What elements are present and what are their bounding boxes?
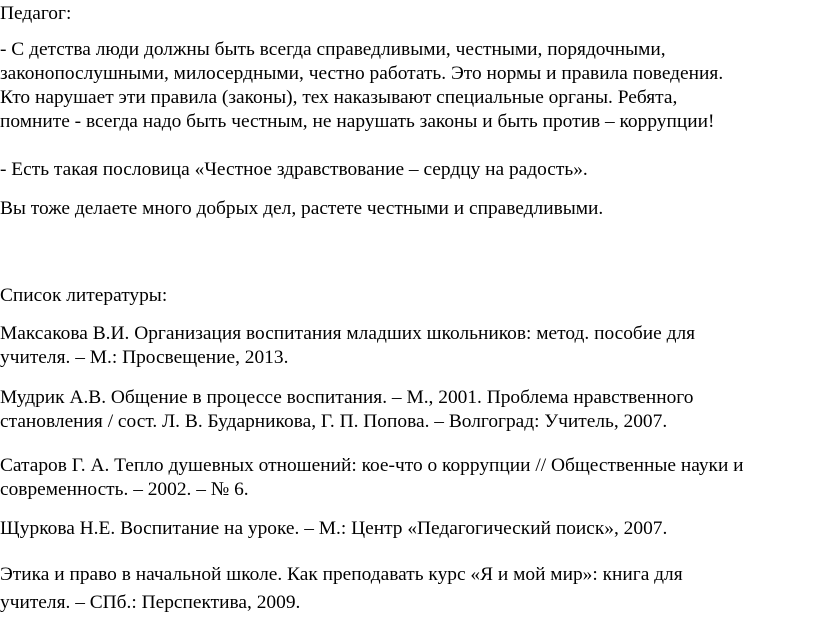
speaker-label: Педагог: — [0, 3, 72, 24]
teacher-speech-paragraph — [0, 38, 812, 134]
reference-item: Сатаров Г. А. Тепло душевных отношений: кое-что о коррупции // Общественные науки и современность. – 2002. – № 6. — [0, 455, 744, 500]
proverb-paragraph: - Есть такая пословица «Честное здравствование – сердцу на радость». — [0, 159, 588, 180]
closing-paragraph: Вы тоже делаете много добрых дел, растете честными и справедливыми. — [0, 198, 604, 219]
reference-item: Мудрик А.В. Общение в процессе воспитания. – М., 2001. Проблема нравственного становления / сост. Л. В. Бударникова, Г. П. Попова. – Волгоград: Учитель, 2007. — [0, 387, 694, 432]
reference-item: Щуркова Н.Е. Воспитание на уроке. – М.: Центр «Педагогический поиск», 2007. — [0, 518, 668, 539]
speech-line: Кто нарушает эти правила (законы), тех наказывают специальные органы. Ребята, — [0, 87, 678, 108]
reference-item: Максакова В.И. Организация воспитания младших школьников: метод. пособие для учителя. – М.: Просвещение, 2013. — [0, 323, 696, 368]
reference-item: Этика и право в начальной школе. Как преподавать курс «Я и мой мир»: книга для учителя. – СПб.: Перспектива, 2009. — [0, 564, 683, 613]
references-heading: Список литературы: — [0, 285, 168, 306]
speech-line: помните - всегда надо быть честным, не нарушать законы и быть против – коррупции! — [0, 111, 715, 132]
speech-line: - С детства люди должны быть всегда справедливыми, честными, порядочными, — [0, 39, 666, 60]
speech-line: законопослушными, милосердными, честно работать. Это нормы и правила поведения. — [0, 63, 724, 84]
